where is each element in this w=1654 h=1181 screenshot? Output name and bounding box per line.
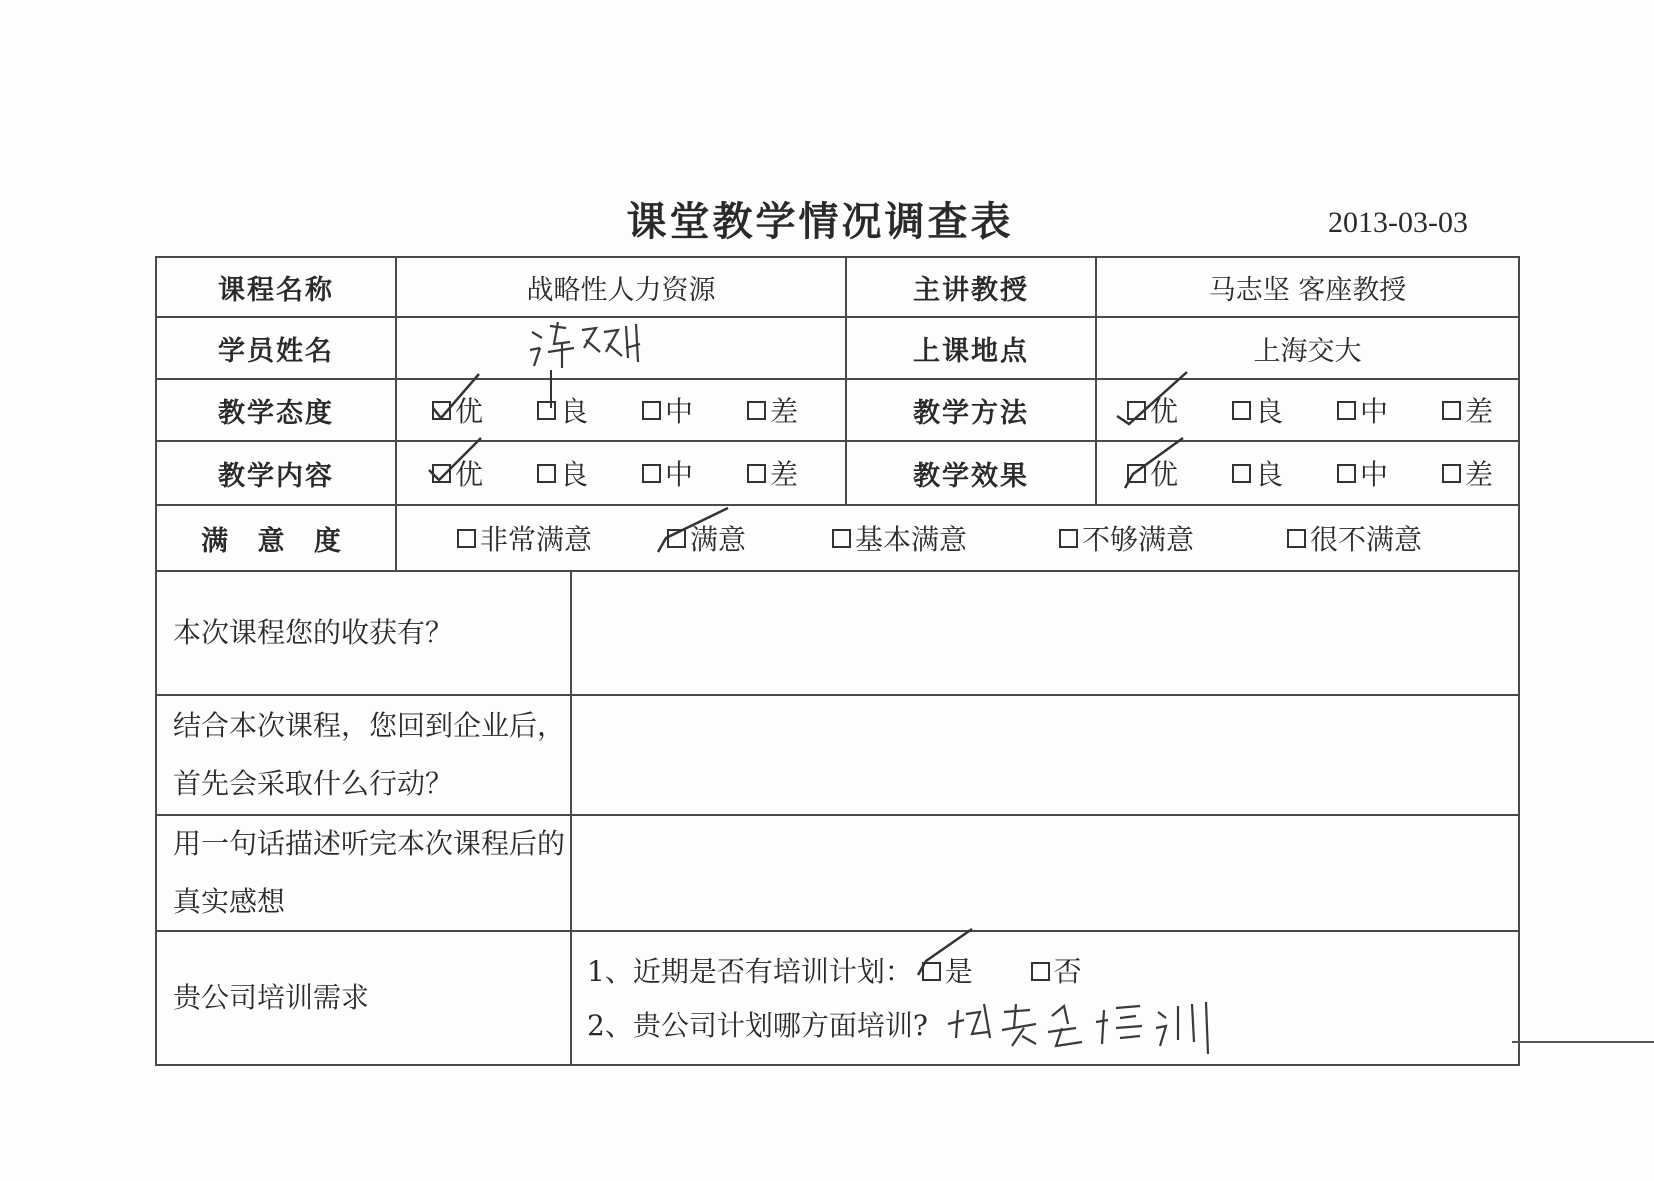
checkbox[interactable] [1127,401,1146,420]
checkbox[interactable] [1337,464,1356,483]
answer-action[interactable] [572,696,1518,814]
survey-table [155,256,1520,1066]
student-name-label: 学员姓名 [218,335,334,367]
lecturer-value: 马志坚 客座教授 [1208,274,1407,306]
answer-feeling[interactable] [572,816,1518,930]
checkbox[interactable] [642,401,661,420]
satisfaction-option-very-dissatisfied[interactable]: 很不满意 [1287,506,1422,570]
effect-option-excellent[interactable]: 优 [1127,442,1178,504]
question-training: 贵公司培训需求 [157,932,572,1064]
row-satisfaction [157,506,1518,572]
row-feeling [157,816,1518,932]
row-content-effect [157,442,1518,506]
location-value: 上海交大 [1253,335,1362,367]
handwritten-name [526,318,646,372]
method-option-fair[interactable]: 中 [1337,380,1388,440]
training-area-underline [1512,1041,1654,1043]
training-area-question: 2、贵公司计划哪方面培训? [587,1009,928,1042]
satisfaction-option-basic[interactable]: 基本满意 [832,506,967,570]
course-name-label: 课程名称 [218,274,334,306]
checkbox[interactable] [537,401,556,420]
checkmark-icon [914,925,978,985]
checkbox[interactable] [432,464,451,483]
checkbox[interactable] [1031,962,1050,981]
row-course [157,258,1518,318]
training-plan-line [587,950,1082,990]
location-label: 上课地点 [913,335,1029,367]
row-gain [157,572,1518,696]
row-training [157,932,1518,1064]
attitude-option-excellent[interactable]: 优 [432,380,483,440]
attitude-label: 教学态度 [218,397,334,429]
checkbox[interactable] [537,464,556,483]
method-option-excellent[interactable]: 优 [1127,380,1178,440]
form-date: 2013-03-03 [1328,206,1468,239]
content-label: 教学内容 [218,460,334,492]
effect-label: 教学效果 [913,460,1029,492]
training-plan-no[interactable]: 否 [1031,955,1082,988]
checkbox[interactable] [1442,401,1461,420]
effect-option-poor[interactable]: 差 [1442,442,1493,504]
method-option-good[interactable]: 良 [1232,380,1283,440]
checkbox[interactable] [1127,464,1146,483]
question-gain: 本次课程您的收获有？ [157,572,572,694]
effect-option-good[interactable]: 良 [1232,442,1283,504]
question-action: 结合本次课程，您回到企业后，首先会采取什么行动？ [157,696,572,814]
form-title: 课堂教学情况调查表 [626,199,1014,245]
training-area-line [587,1004,928,1044]
checkbox[interactable] [1232,401,1251,420]
satisfaction-option-insufficient[interactable]: 不够满意 [1059,506,1194,570]
method-option-poor[interactable]: 差 [1442,380,1493,440]
method-label: 教学方法 [913,397,1029,429]
attitude-option-good[interactable]: 良 [537,380,588,440]
question-feeling: 用一句话描述听完本次课程后的真实感想 [157,816,572,930]
attitude-option-poor[interactable]: 差 [747,380,798,440]
checkbox[interactable] [1059,529,1078,548]
training-plan-yes[interactable]: 是 [922,955,982,988]
content-option-good[interactable]: 良 [537,442,588,504]
checkbox[interactable] [642,464,661,483]
checkbox[interactable] [1232,464,1251,483]
checkbox[interactable] [747,464,766,483]
answer-training [572,932,1518,1064]
checkbox[interactable] [1287,529,1306,548]
effect-option-fair[interactable]: 中 [1337,442,1388,504]
checkbox[interactable] [832,529,851,548]
answer-gain[interactable] [572,572,1518,694]
satisfaction-option-satisfied[interactable]: 满意 [667,506,746,570]
course-name-value: 战略性人力资源 [526,274,716,306]
row-student [157,318,1518,380]
lecturer-label: 主讲教授 [913,274,1029,306]
handwritten-training-answer [944,994,1224,1060]
content-option-fair[interactable]: 中 [642,442,693,504]
student-name-signature [526,318,646,379]
row-action [157,696,1518,816]
checkbox[interactable] [747,401,766,420]
checkbox[interactable] [457,529,476,548]
checkbox[interactable] [1442,464,1461,483]
content-option-excellent[interactable]: 优 [432,442,483,504]
checkbox[interactable] [432,401,451,420]
checkbox[interactable] [667,529,686,548]
training-plan-question: 1、近期是否有培训计划： [587,955,913,988]
satisfaction-option-very[interactable]: 非常满意 [457,506,592,570]
content-option-poor[interactable]: 差 [747,442,798,504]
attitude-option-fair[interactable]: 中 [642,380,693,440]
row-attitude-method [157,380,1518,442]
satisfaction-label: 满 意 度 [201,525,351,557]
checkbox[interactable] [1337,401,1356,420]
